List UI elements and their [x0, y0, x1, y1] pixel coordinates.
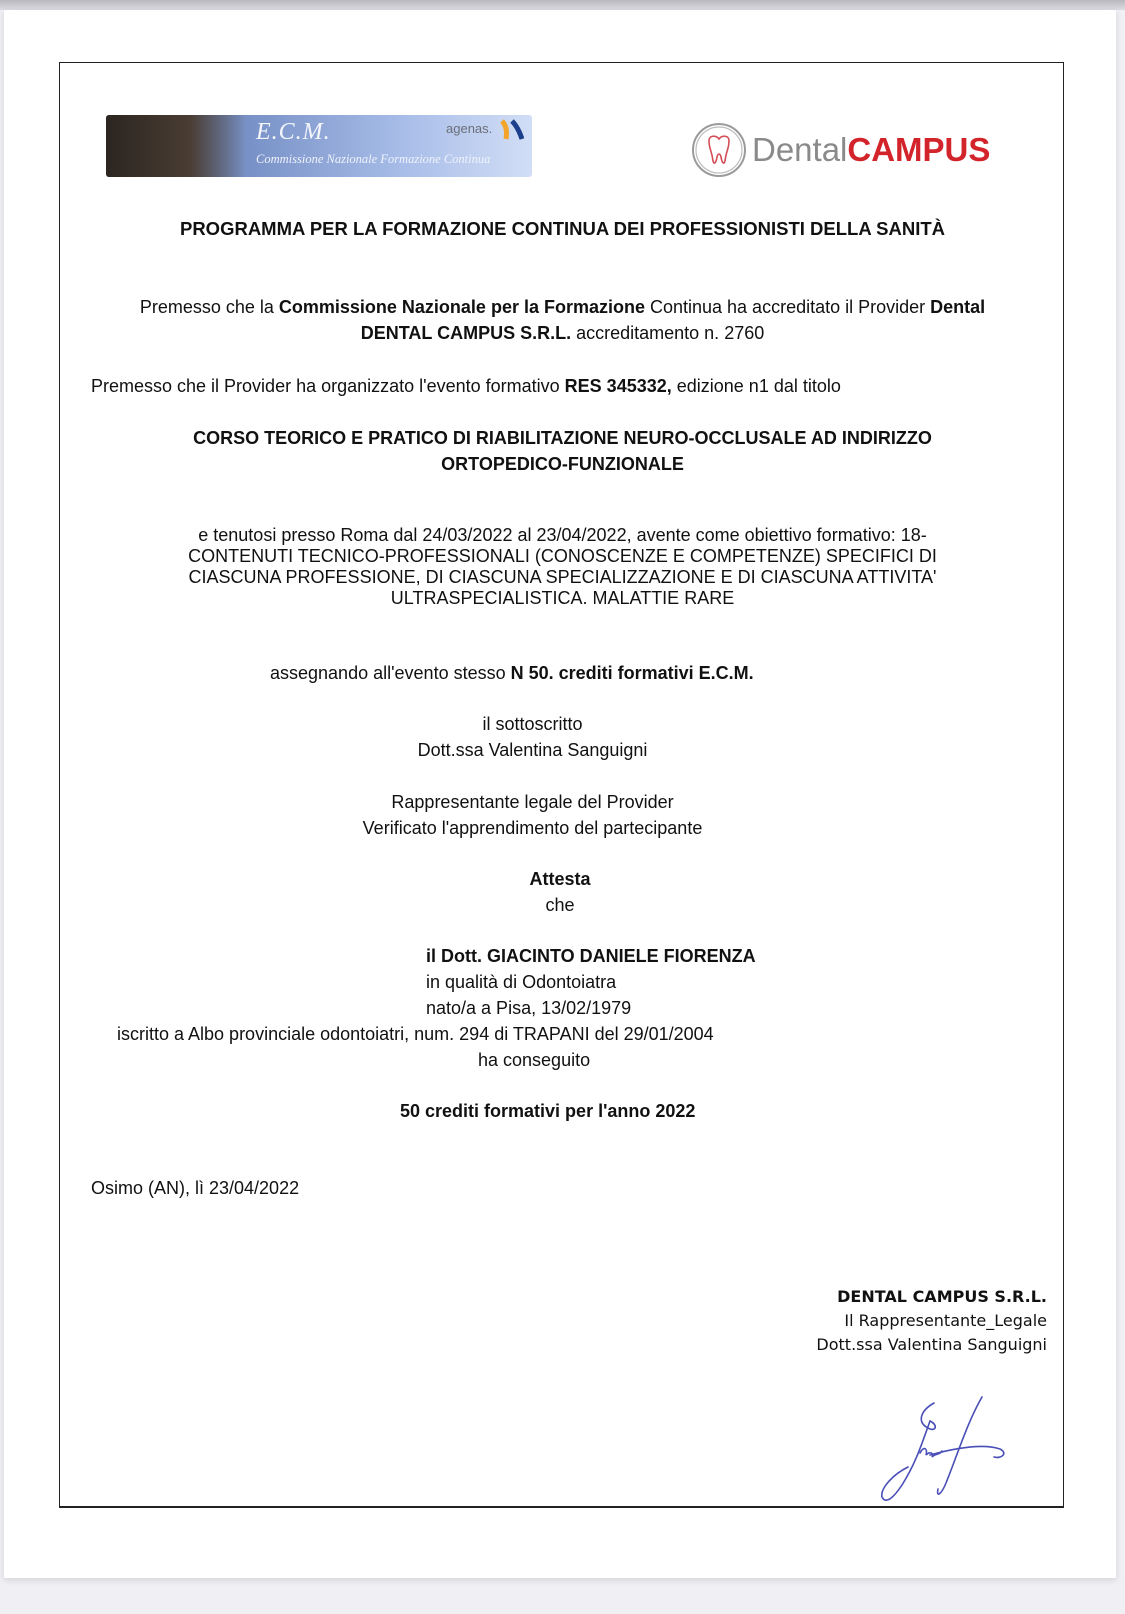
assigned-credits: N 50. crediti formativi E.C.M. [510, 663, 754, 683]
undersigned-block [60, 711, 1005, 763]
text: Premesso che la [139, 297, 279, 317]
document-page [4, 10, 1116, 1578]
dental-campus-logo [690, 121, 991, 181]
event-paragraph [91, 373, 841, 399]
agenas-mark-icon [498, 117, 524, 143]
credits-awarded: 50 crediti formativi per l'anno 2022 [400, 1101, 696, 1121]
agenas-label: agenas. [446, 121, 493, 136]
signature-company: DENTAL CAMPUS S.R.L. [837, 1287, 1047, 1306]
handwritten-signature-icon [872, 1393, 1022, 1511]
attesta-block [60, 866, 1060, 918]
accreditation-number: accreditamento n. 2760 [571, 323, 765, 343]
course-title-line: CORSO TEORICO E PRATICO DI RIABILITAZIONE NEURO-OCCLUSALE AD INDIRIZZO [193, 428, 932, 448]
participant-name-text: il Dott. GIACINTO DANIELE FIORENZA [426, 946, 756, 966]
undersigned-name: Dott.ssa Valentina Sanguigni [417, 740, 648, 760]
signature-role: Il Rappresentante_Legale [844, 1311, 1047, 1330]
text: Continua ha accreditato il Provider [644, 297, 931, 317]
role-block [60, 789, 1005, 841]
achieved-label: ha conseguito [478, 1050, 591, 1070]
tooth-ring-icon [690, 121, 748, 179]
provider-name: DENTAL CAMPUS S.R.L. [360, 323, 572, 343]
wordmark-dental: Dental [752, 131, 848, 168]
ecm-logo-subtitle: Commissione Nazionale Formazione Continua [256, 152, 491, 166]
role-line: Verificato l'apprendimento del partecipante [362, 818, 703, 838]
course-title-line: ORTOPEDICO-FUNZIONALE [441, 454, 684, 474]
text: assegnando all'evento stesso [270, 663, 511, 683]
dental-campus-wordmark [752, 131, 990, 169]
commission-name: Commissione Nazionale per la Formazione [278, 297, 645, 317]
course-title [60, 425, 1065, 477]
objective-line: ULTRASPECIALISTICA. MALATTIE RARE [390, 588, 735, 608]
objective-line: e tenutosi presso Roma dal 24/03/2022 al 23/04/2022, avente come obiettivo formativo: 18- [198, 525, 927, 545]
attesta-label: Attesta [529, 869, 591, 889]
event-code: RES 345332, [564, 376, 672, 396]
participant-qualification: in qualità di Odontoiatra [426, 972, 617, 992]
document-heading: PROGRAMMA PER LA FORMAZIONE CONTINUA DEI PROFESSIONISTI DELLA SANITÀ [179, 218, 945, 239]
undersigned-label: il sottoscritto [482, 714, 583, 734]
ecm-logo [106, 115, 532, 177]
text: Premesso che il Provider ha organizzato l'evento formativo [91, 376, 565, 396]
participant-registration: iscritto a Albo provinciale odontoiatri, num. 294 di TRAPANI del 29/01/2004 [117, 1024, 714, 1044]
viewer-top-bar [0, 0, 1125, 10]
objective-paragraph [60, 525, 1065, 609]
signature-name: Dott.ssa Valentina Sanguigni [816, 1335, 1047, 1354]
provider-short: Dental [930, 297, 986, 317]
participant-name [426, 943, 756, 969]
che-label: che [545, 895, 575, 915]
role-line: Rappresentante legale del Provider [391, 792, 674, 812]
place-date: Osimo (AN), lì 23/04/2022 [91, 1178, 300, 1198]
assigned-credits-line [270, 660, 754, 686]
text: edizione n1 dal titolo [671, 376, 841, 396]
signature-block [816, 1285, 1047, 1357]
certificate-frame [59, 62, 1064, 1508]
participant-birth: nato/a a Pisa, 13/02/1979 [426, 998, 632, 1018]
objective-line: CIASCUNA PROFESSIONE, DI CIASCUNA SPECIALIZZAZIONE E DI CIASCUNA ATTIVITA' [188, 567, 937, 587]
provider-accreditation-paragraph [60, 294, 1065, 346]
wordmark-campus: CAMPUS [847, 131, 991, 168]
ecm-painting-image [106, 115, 246, 177]
ecm-logo-title: E.C.M. [256, 119, 331, 145]
objective-line: CONTENUTI TECNICO-PROFESSIONALI (CONOSCENZE E COMPETENZE) SPECIFICI DI [188, 546, 937, 566]
